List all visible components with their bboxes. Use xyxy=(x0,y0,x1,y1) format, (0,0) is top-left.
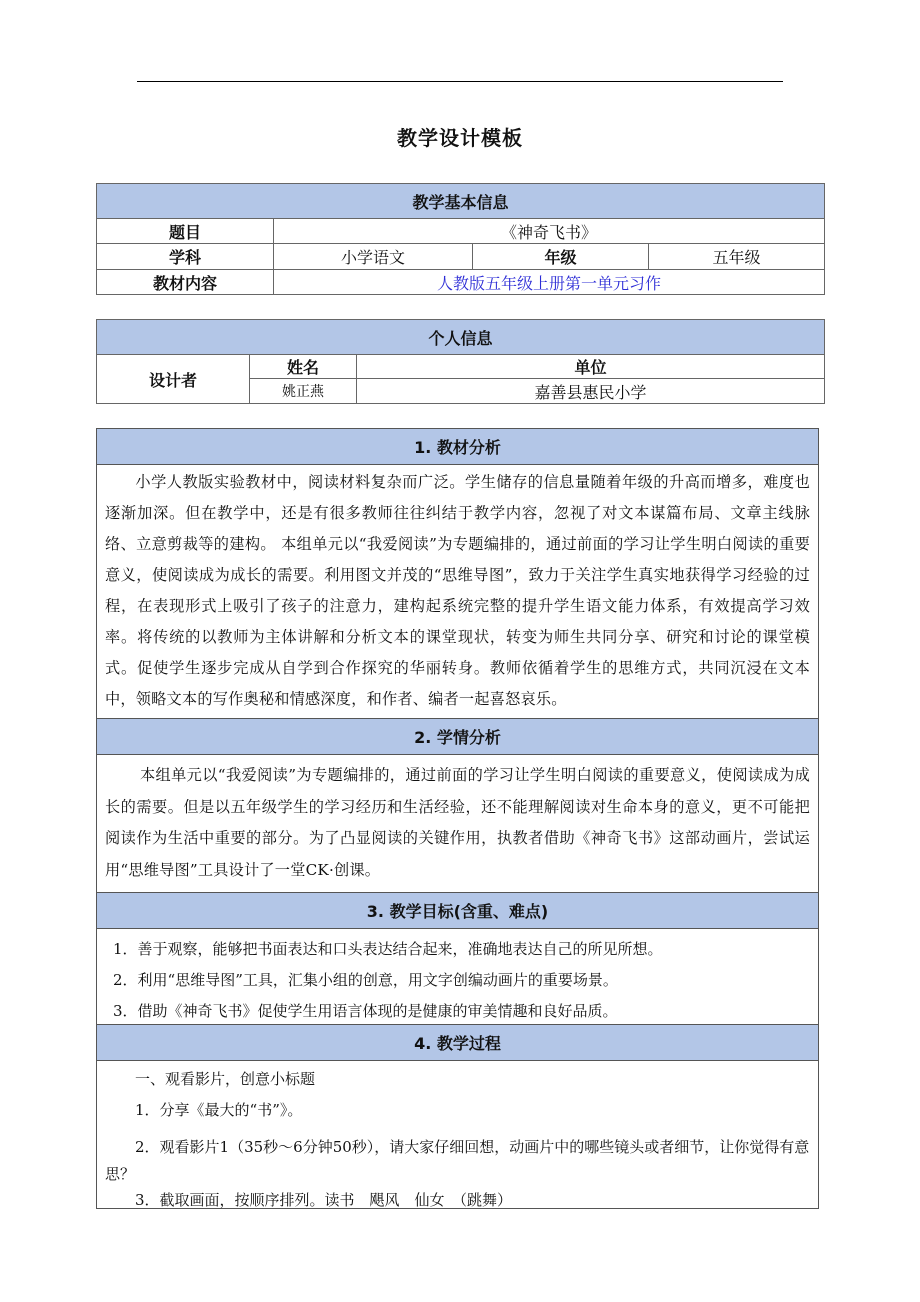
process-line: 3．截取画面，按顺序排列。读书 飓风 仙女 （跳舞） xyxy=(135,1191,513,1209)
process-line: 1．分享《最大的“书”》。 xyxy=(135,1101,303,1119)
topic-value: 《神奇飞书》 xyxy=(274,219,825,244)
subject-label: 学科 xyxy=(97,244,274,270)
goal-item: 2．利用“思维导图”工具，汇集小组的创意，用文字创编动画片的重要场景。 xyxy=(113,971,618,989)
material-label: 教材内容 xyxy=(97,270,274,295)
process-content xyxy=(97,1061,819,1209)
section-header-goals: 3. 教学目标(含重、难点) xyxy=(97,893,819,929)
topic-label: 题目 xyxy=(97,219,274,244)
process-line: 一、观看影片，创意小标题 xyxy=(135,1070,316,1088)
goals-list xyxy=(97,929,819,1025)
basic-info-header: 教学基本信息 xyxy=(97,184,825,219)
unit-label: 单位 xyxy=(357,355,825,379)
section-header-learner: 2. 学情分析 xyxy=(97,719,819,755)
analysis-text: 小学人教版实验教材中，阅读材料复杂而广泛。学生储存的信息量随着年级的升高而增多，难度也逐渐加深。但在教学中，还是有很多教师往往纠结于教学内容，忽视了对文本谋篇布局、文章主线脉络、立意剪裁等的建构。 本组单元以“我爱阅读”为专题编排的，通过前面的学习让学生明白阅读的重要意义，使阅读成为成长的需要。利用图文并茂的“思维导图”，致力于关注学生真实地获得学习经验的过程，在表现形式上吸引了孩子的注意力，建构起系统完整的提升学生语文能力体系，有效提高学习效率。将传统的以教师为主体讲解和分析文本的课堂现状，转变为师生共同分享、研究和讨论的课堂模式。促使学生逐步完成从自学到合作探究的华丽转身。教师依循着学生的思维方式，共同沉浸在文本中，领略文本的写作奥秘和情感深度，和作者、编者一起喜怒哀乐。 xyxy=(97,465,819,719)
designer-label: 设计者 xyxy=(97,355,250,404)
goal-item: 1．善于观察，能够把书面表达和口头表达结合起来，准确地表达自己的所见所想。 xyxy=(113,940,663,958)
section-header-process: 4. 教学过程 xyxy=(97,1025,819,1061)
designer-unit: 嘉善县惠民小学 xyxy=(357,379,825,404)
process-line: 2．观看影片1（35秒～6分钟50秒），请大家仔细回想，动画片中的哪些镜头或者细节，让你觉得有意思？ xyxy=(105,1138,810,1183)
personal-info-header: 个人信息 xyxy=(97,320,825,355)
goal-item: 3．借助《神奇飞书》促使学生用语言体现的是健康的审美情趣和良好品质。 xyxy=(113,1002,618,1020)
designer-name: 姚正燕 xyxy=(250,379,357,404)
material-value: 人教版五年级上册第一单元习作 xyxy=(274,270,825,295)
grade-label: 年级 xyxy=(473,244,649,270)
basic-info-table xyxy=(96,183,825,295)
personal-info-table xyxy=(96,319,825,404)
document-title: 教学设计模板 xyxy=(397,126,523,150)
learner-text: 本组单元以“我爱阅读”为专题编排的，通过前面的学习让学生明白阅读的重要意义，使阅读成为成长的需要。但是以五年级学生的学习经历和生活经验，还不能理解阅读对生命本身的意义，更不可能把阅读作为生活中重要的部分。为了凸显阅读的关键作用，执教者借助《神奇飞书》这部动画片，尝试运用“思维导图”工具设计了一堂CK·创课。 xyxy=(97,755,819,893)
subject-value: 小学语文 xyxy=(274,244,473,270)
section-header-analysis: 1. 教材分析 xyxy=(97,429,819,465)
grade-value: 五年级 xyxy=(649,244,825,270)
lesson-sections-table xyxy=(96,428,819,1209)
name-label: 姓名 xyxy=(250,355,357,379)
header-rule xyxy=(137,81,783,82)
